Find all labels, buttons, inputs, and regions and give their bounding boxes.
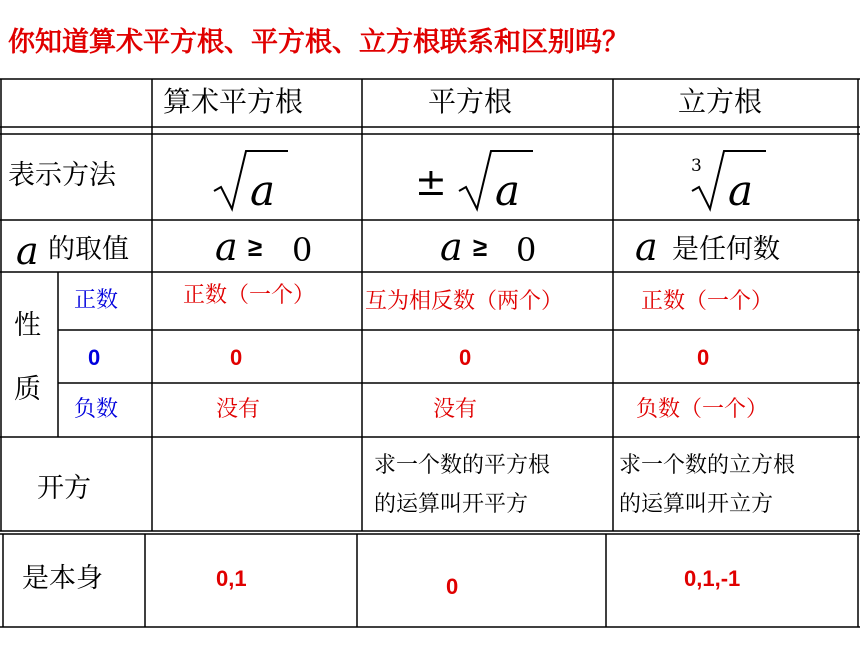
range-col1-val: 0 bbox=[292, 231, 313, 269]
operation-col3-line2: 的运算叫开立方 bbox=[619, 492, 774, 517]
zero-col1: 0 bbox=[230, 345, 243, 370]
operation-col2-line2: 的运算叫开平方 bbox=[374, 492, 529, 517]
self-col1: 0,1 bbox=[216, 566, 247, 591]
cbrt-a-formula bbox=[688, 145, 768, 215]
property-label-char-2: 质 bbox=[14, 374, 41, 405]
page-title: 你知道算术平方根、平方根、立方根联系和区别吗？ bbox=[8, 27, 629, 58]
range-col2-rel: ≥ bbox=[473, 232, 488, 262]
label-operation: 开方 bbox=[37, 473, 91, 504]
range-col2-val: 0 bbox=[516, 231, 537, 269]
property-zero-label: 0 bbox=[88, 345, 101, 370]
plus-minus-sqrt-a-formula bbox=[455, 145, 535, 215]
positive-col3: 正数（一个） bbox=[641, 289, 774, 314]
header-sqrt: 平方根 bbox=[428, 85, 513, 118]
operation-col2-line1: 求一个数的平方根 bbox=[374, 453, 551, 478]
negative-col2: 没有 bbox=[433, 397, 478, 422]
range-col1-var: a bbox=[215, 225, 238, 269]
zero-col2: 0 bbox=[459, 345, 472, 370]
zero-col3: 0 bbox=[697, 345, 710, 370]
range-col1-rel: ≥ bbox=[248, 232, 263, 262]
self-col2: 0 bbox=[446, 574, 459, 599]
cbrt-radicand: a bbox=[728, 166, 754, 215]
plus-minus-sign: ± bbox=[415, 160, 447, 204]
property-label-char-1: 性 bbox=[14, 310, 41, 341]
positive-col1: 正数（一个） bbox=[183, 283, 316, 308]
range-col2-var: a bbox=[440, 225, 463, 269]
sqrt-radicand-1: a bbox=[250, 166, 276, 215]
operation-col3-line1: 求一个数的立方根 bbox=[619, 453, 796, 478]
negative-col3: 负数（一个） bbox=[636, 397, 769, 422]
sqrt-a-formula bbox=[210, 145, 290, 215]
range-var-a: a bbox=[16, 229, 39, 273]
positive-col2: 互为相反数（两个） bbox=[365, 289, 564, 314]
label-self: 是本身 bbox=[22, 563, 103, 594]
self-col3: 0,1,-1 bbox=[684, 566, 741, 591]
header-cbrt: 立方根 bbox=[678, 85, 763, 118]
sqrt-radicand-2: a bbox=[495, 166, 521, 215]
cbrt-index: 3 bbox=[691, 156, 702, 176]
negative-col1: 没有 bbox=[216, 397, 261, 422]
label-range: 的取值 bbox=[48, 234, 129, 265]
range-col3-text: 是任何数 bbox=[672, 234, 780, 265]
property-negative-label: 负数 bbox=[74, 397, 119, 422]
range-col3-var: a bbox=[635, 225, 658, 269]
property-positive-label: 正数 bbox=[74, 288, 119, 313]
header-arith-sqrt: 算术平方根 bbox=[163, 85, 304, 118]
label-notation: 表示方法 bbox=[8, 160, 116, 191]
